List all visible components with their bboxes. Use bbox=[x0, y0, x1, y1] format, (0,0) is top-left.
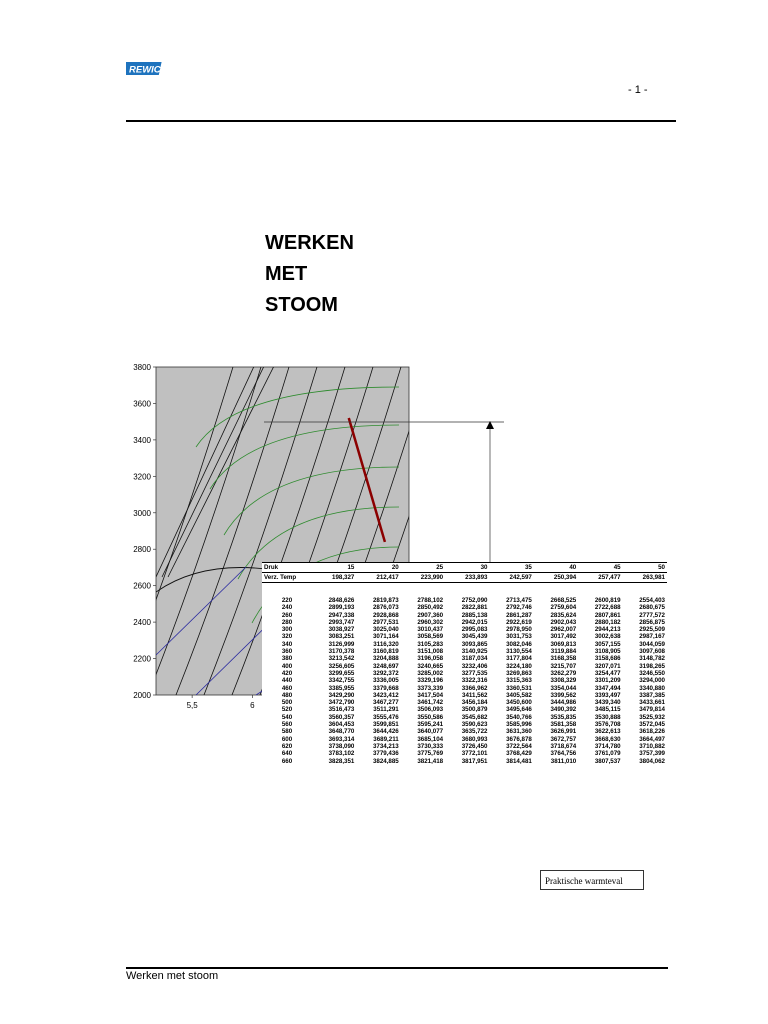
enthalpy-cell: 3804,062 bbox=[639, 757, 665, 765]
enthalpy-cell: 3069,813 bbox=[550, 640, 577, 648]
enthalpy-cell: 3685,104 bbox=[417, 735, 444, 743]
y-tick-label: 2200 bbox=[133, 654, 151, 664]
enthalpy-cell: 3664,497 bbox=[639, 735, 665, 743]
pressure-cell: 30 bbox=[445, 563, 489, 573]
x-tick-label: 6 bbox=[250, 701, 255, 710]
enthalpy-cell: 3269,863 bbox=[506, 669, 532, 677]
table-row bbox=[262, 706, 667, 713]
enthalpy-cell: 2861,287 bbox=[506, 611, 532, 619]
table-row bbox=[262, 612, 667, 619]
enthalpy-cell: 3500,879 bbox=[461, 706, 488, 714]
enthalpy-cell: 3757,399 bbox=[639, 750, 665, 758]
enthalpy-cell: 2788,102 bbox=[417, 597, 444, 604]
y-tick-label: 2400 bbox=[133, 618, 151, 628]
enthalpy-cell: 3764,756 bbox=[550, 750, 577, 758]
enthalpy-cell: 2759,604 bbox=[550, 604, 577, 612]
enthalpy-cell: 3385,955 bbox=[328, 684, 355, 692]
enthalpy-cell: 3676,878 bbox=[506, 735, 532, 743]
enthalpy-cell: 3622,613 bbox=[594, 728, 621, 736]
enthalpy-cell: 3772,101 bbox=[461, 750, 488, 758]
enthalpy-cell: 3148,782 bbox=[639, 655, 665, 663]
enthalpy-cell: 3635,722 bbox=[461, 728, 488, 736]
enthalpy-cell: 3158,686 bbox=[594, 655, 621, 663]
enthalpy-cell: 2777,572 bbox=[639, 611, 665, 619]
temperature-cell: 460 bbox=[281, 684, 293, 692]
table-row bbox=[262, 677, 667, 684]
enthalpy-cell: 2977,531 bbox=[372, 618, 399, 626]
enthalpy-cell: 3017,492 bbox=[550, 633, 577, 641]
enthalpy-cell: 3680,993 bbox=[461, 735, 488, 743]
enthalpy-cell: 3730,333 bbox=[417, 742, 444, 750]
enthalpy-cell: 3294,000 bbox=[639, 677, 665, 685]
enthalpy-cell: 3262,279 bbox=[550, 669, 577, 677]
enthalpy-cell: 3198,265 bbox=[639, 662, 665, 670]
enthalpy-cell: 3710,882 bbox=[639, 742, 665, 750]
enthalpy-cell: 2947,338 bbox=[328, 611, 355, 619]
enthalpy-cell: 3807,537 bbox=[594, 757, 621, 765]
enthalpy-cell: 3315,363 bbox=[506, 677, 532, 685]
enthalpy-cell: 3581,358 bbox=[550, 721, 577, 729]
enthalpy-cell: 3429,290 bbox=[328, 691, 355, 699]
enthalpy-cell: 3126,999 bbox=[328, 640, 355, 648]
steam-table bbox=[262, 562, 667, 765]
enthalpy-cell: 3761,079 bbox=[594, 750, 621, 758]
enthalpy-cell: 3105,283 bbox=[417, 640, 444, 648]
temperature-cell: 420 bbox=[281, 669, 293, 677]
enthalpy-cell: 2987,167 bbox=[639, 633, 665, 641]
table-row bbox=[262, 597, 667, 604]
temperature-cell: 660 bbox=[281, 757, 293, 765]
enthalpy-cell: 3490,392 bbox=[550, 706, 577, 714]
enthalpy-cell: 3479,814 bbox=[639, 706, 665, 714]
enthalpy-cell: 3495,646 bbox=[506, 706, 532, 714]
enthalpy-cell: 3187,034 bbox=[461, 655, 488, 663]
temperature-cell: 360 bbox=[281, 648, 293, 656]
header-label: Druk bbox=[262, 563, 312, 573]
callout-label: Praktische warmteval bbox=[540, 870, 644, 890]
enthalpy-cell: 2856,875 bbox=[639, 618, 665, 626]
enthalpy-cell: 3821,418 bbox=[417, 757, 444, 765]
table-row bbox=[262, 758, 667, 765]
enthalpy-cell: 3576,708 bbox=[594, 721, 621, 729]
table-row bbox=[262, 663, 667, 670]
x-tick-label: 5,5 bbox=[186, 701, 198, 710]
saturation-cell: 257,477 bbox=[578, 573, 622, 583]
enthalpy-cell: 3718,674 bbox=[550, 742, 577, 750]
enthalpy-cell: 3525,932 bbox=[639, 713, 665, 721]
pressure-cell: 40 bbox=[534, 563, 578, 573]
enthalpy-cell: 2962,007 bbox=[550, 626, 577, 634]
pressure-cell: 50 bbox=[623, 563, 667, 573]
table-row bbox=[262, 714, 667, 721]
enthalpy-cell: 3405,582 bbox=[506, 691, 532, 699]
rewic-logo bbox=[126, 60, 166, 77]
enthalpy-cell: 3151,008 bbox=[417, 648, 444, 656]
enthalpy-cell: 3590,623 bbox=[461, 721, 488, 729]
enthalpy-cell: 3108,905 bbox=[594, 648, 621, 656]
enthalpy-cell: 3215,707 bbox=[550, 662, 577, 670]
enthalpy-cell: 3768,429 bbox=[506, 750, 532, 758]
enthalpy-cell: 3322,316 bbox=[461, 677, 488, 685]
table-row bbox=[262, 604, 667, 611]
enthalpy-cell: 3119,884 bbox=[550, 648, 577, 656]
enthalpy-cell: 2978,950 bbox=[506, 626, 532, 634]
table-row bbox=[262, 641, 667, 648]
table-row bbox=[262, 648, 667, 655]
temperature-cell: 260 bbox=[281, 611, 293, 619]
temperature-cell: 620 bbox=[281, 742, 293, 750]
enthalpy-cell: 3450,600 bbox=[506, 699, 532, 707]
temperature-cell: 320 bbox=[281, 633, 293, 641]
enthalpy-cell: 3560,357 bbox=[328, 713, 355, 721]
y-tick-label: 2800 bbox=[133, 545, 151, 555]
enthalpy-cell: 2925,509 bbox=[639, 626, 665, 634]
enthalpy-cell: 2880,182 bbox=[594, 618, 621, 626]
page-number: - 1 - bbox=[628, 84, 648, 96]
table-row bbox=[262, 692, 667, 699]
saturation-label: Verz. Temp bbox=[262, 573, 312, 583]
enthalpy-cell: 3585,996 bbox=[506, 721, 532, 729]
table-row bbox=[262, 699, 667, 706]
enthalpy-cell: 3204,888 bbox=[372, 655, 399, 663]
saturation-cell: 242,597 bbox=[490, 573, 534, 583]
enthalpy-cell: 3010,437 bbox=[417, 626, 444, 634]
table-row bbox=[262, 626, 667, 633]
saturation-cell: 198,327 bbox=[312, 573, 356, 583]
title-line-2: MET bbox=[265, 263, 308, 285]
enthalpy-cell: 3083,251 bbox=[328, 633, 355, 641]
enthalpy-cell: 3336,005 bbox=[372, 677, 399, 685]
enthalpy-cell: 3299,655 bbox=[328, 669, 355, 677]
saturation-row bbox=[262, 573, 667, 583]
table-row bbox=[262, 633, 667, 640]
enthalpy-cell: 3379,668 bbox=[372, 684, 399, 692]
enthalpy-cell: 3347,494 bbox=[594, 684, 621, 692]
enthalpy-cell: 3254,477 bbox=[594, 669, 621, 677]
enthalpy-cell: 3292,372 bbox=[372, 669, 399, 677]
enthalpy-cell: 3045,439 bbox=[461, 633, 488, 641]
enthalpy-cell: 3472,790 bbox=[328, 699, 355, 707]
enthalpy-cell: 3354,044 bbox=[550, 684, 577, 692]
temperature-cell: 500 bbox=[281, 699, 293, 707]
saturation-cell: 263,981 bbox=[623, 573, 667, 583]
enthalpy-cell: 3031,753 bbox=[506, 633, 532, 641]
enthalpy-cell: 3308,329 bbox=[550, 677, 577, 685]
enthalpy-cell: 3604,453 bbox=[328, 721, 355, 729]
temperature-cell: 380 bbox=[281, 655, 293, 663]
logo-text: REWIC bbox=[129, 64, 161, 76]
enthalpy-cell: 3599,851 bbox=[372, 721, 399, 729]
enthalpy-cell: 3535,835 bbox=[550, 713, 577, 721]
enthalpy-cell: 3417,504 bbox=[417, 691, 444, 699]
enthalpy-cell: 3057,155 bbox=[594, 640, 621, 648]
steam-table-panel bbox=[262, 562, 667, 790]
enthalpy-cell: 3340,880 bbox=[639, 684, 665, 692]
enthalpy-cell: 3485,115 bbox=[595, 706, 621, 714]
enthalpy-cell: 3644,426 bbox=[372, 728, 399, 736]
enthalpy-cell: 3511,291 bbox=[373, 706, 399, 714]
enthalpy-cell: 3130,554 bbox=[506, 648, 532, 656]
temperature-cell: 640 bbox=[281, 750, 293, 758]
temperature-cell: 300 bbox=[281, 626, 293, 634]
document-title bbox=[265, 228, 354, 321]
enthalpy-cell: 3555,476 bbox=[372, 713, 399, 721]
enthalpy-cell: 3814,481 bbox=[506, 757, 532, 765]
y-tick-label: 3800 bbox=[133, 363, 151, 372]
temperature-cell: 560 bbox=[281, 721, 293, 729]
enthalpy-cell: 2993,747 bbox=[328, 618, 355, 626]
enthalpy-cell: 3572,045 bbox=[639, 721, 665, 729]
enthalpy-cell: 3246,550 bbox=[639, 669, 665, 677]
y-tick-label: 3600 bbox=[133, 399, 151, 409]
enthalpy-cell: 3240,665 bbox=[417, 662, 444, 670]
enthalpy-cell: 2928,868 bbox=[372, 611, 399, 619]
table-row bbox=[262, 736, 667, 743]
table-row bbox=[262, 619, 667, 626]
y-tick-label: 3000 bbox=[133, 508, 151, 518]
temperature-cell: 220 bbox=[281, 597, 293, 604]
enthalpy-cell: 3811,010 bbox=[550, 757, 577, 765]
y-axis-ticks bbox=[133, 363, 156, 700]
enthalpy-cell: 2668,525 bbox=[550, 597, 577, 604]
enthalpy-cell: 3783,102 bbox=[328, 750, 355, 758]
enthalpy-cell: 3540,766 bbox=[506, 713, 532, 721]
enthalpy-cell: 2822,881 bbox=[461, 604, 488, 612]
enthalpy-cell: 3329,196 bbox=[417, 677, 444, 685]
enthalpy-cell: 3618,226 bbox=[639, 728, 665, 736]
enthalpy-cell: 3817,951 bbox=[461, 757, 488, 765]
enthalpy-cell: 3461,742 bbox=[417, 699, 444, 707]
pressure-cell: 20 bbox=[356, 563, 400, 573]
enthalpy-cell: 3714,780 bbox=[594, 742, 621, 750]
enthalpy-cell: 3775,769 bbox=[417, 750, 444, 758]
enthalpy-cell: 3366,962 bbox=[461, 684, 488, 692]
enthalpy-cell: 3002,638 bbox=[594, 633, 621, 641]
table-row bbox=[262, 728, 667, 735]
table-row bbox=[262, 685, 667, 692]
enthalpy-cell: 2752,090 bbox=[461, 597, 488, 604]
enthalpy-cell: 2899,193 bbox=[328, 604, 355, 612]
enthalpy-cell: 3248,697 bbox=[372, 662, 399, 670]
enthalpy-cell: 3595,241 bbox=[417, 721, 444, 729]
enthalpy-cell: 3648,770 bbox=[328, 728, 355, 736]
enthalpy-cell: 3168,358 bbox=[550, 655, 577, 663]
enthalpy-cell: 3530,888 bbox=[594, 713, 621, 721]
temperature-cell: 400 bbox=[281, 662, 293, 670]
enthalpy-cell: 3213,542 bbox=[328, 655, 355, 663]
pressure-cell: 25 bbox=[401, 563, 445, 573]
enthalpy-cell: 2944,213 bbox=[594, 626, 621, 634]
enthalpy-cell: 3232,406 bbox=[461, 662, 488, 670]
saturation-cell: 233,893 bbox=[445, 573, 489, 583]
spacer-row bbox=[262, 583, 667, 598]
enthalpy-cell: 3626,991 bbox=[550, 728, 577, 736]
enthalpy-cell: 2848,626 bbox=[328, 597, 355, 604]
enthalpy-cell: 3393,497 bbox=[594, 691, 621, 699]
enthalpy-cell: 3093,865 bbox=[461, 640, 488, 648]
enthalpy-cell: 3071,164 bbox=[372, 633, 399, 641]
table-row bbox=[262, 750, 667, 757]
enthalpy-cell: 2960,302 bbox=[417, 618, 444, 626]
enthalpy-cell: 3196,058 bbox=[417, 655, 444, 663]
enthalpy-cell: 3689,211 bbox=[373, 735, 399, 743]
enthalpy-cell: 3828,351 bbox=[328, 757, 355, 765]
enthalpy-cell: 2876,073 bbox=[372, 604, 399, 612]
table-row bbox=[262, 655, 667, 662]
enthalpy-cell: 3044,059 bbox=[639, 640, 665, 648]
enthalpy-cell: 3256,605 bbox=[328, 662, 355, 670]
temperature-cell: 340 bbox=[281, 640, 293, 648]
enthalpy-cell: 3433,661 bbox=[639, 699, 665, 707]
enthalpy-cell: 3506,093 bbox=[417, 706, 444, 714]
pressure-cell: 15 bbox=[312, 563, 356, 573]
temperature-cell: 240 bbox=[281, 604, 293, 612]
y-tick-label: 3200 bbox=[133, 472, 151, 482]
temperature-cell: 600 bbox=[281, 735, 293, 743]
enthalpy-cell: 3738,090 bbox=[328, 742, 355, 750]
enthalpy-cell: 3082,046 bbox=[506, 640, 532, 648]
enthalpy-cell: 3726,450 bbox=[461, 742, 488, 750]
enthalpy-cell: 2850,492 bbox=[417, 604, 444, 612]
enthalpy-cell: 2995,083 bbox=[461, 626, 488, 634]
footer-rule bbox=[126, 967, 668, 969]
enthalpy-cell: 2722,688 bbox=[594, 604, 621, 612]
temperature-cell: 580 bbox=[281, 728, 293, 736]
pressure-cell: 35 bbox=[490, 563, 534, 573]
enthalpy-cell: 3038,927 bbox=[328, 626, 355, 634]
enthalpy-cell: 3224,180 bbox=[506, 662, 532, 670]
enthalpy-cell: 3301,209 bbox=[594, 677, 621, 685]
y-tick-label: 2600 bbox=[133, 581, 151, 591]
enthalpy-cell: 3640,077 bbox=[417, 728, 444, 736]
enthalpy-cell: 3456,184 bbox=[461, 699, 488, 707]
table-row bbox=[262, 743, 667, 750]
enthalpy-cell: 2835,624 bbox=[550, 611, 577, 619]
enthalpy-cell: 2554,403 bbox=[639, 597, 665, 604]
enthalpy-cell: 2902,043 bbox=[550, 618, 577, 626]
enthalpy-cell: 2792,746 bbox=[506, 604, 532, 612]
enthalpy-cell: 3360,531 bbox=[506, 684, 532, 692]
enthalpy-cell: 2907,360 bbox=[417, 611, 444, 619]
enthalpy-cell: 3170,378 bbox=[328, 648, 355, 656]
header-rule bbox=[126, 120, 676, 122]
enthalpy-cell: 3672,757 bbox=[550, 735, 577, 743]
enthalpy-cell: 2819,873 bbox=[372, 597, 399, 604]
enthalpy-cell: 3399,562 bbox=[550, 691, 577, 699]
temperature-cell: 280 bbox=[281, 618, 293, 626]
enthalpy-cell: 3058,569 bbox=[417, 633, 444, 641]
enthalpy-cell: 3516,473 bbox=[328, 706, 355, 714]
y-tick-label: 2000 bbox=[133, 691, 151, 700]
enthalpy-cell: 3722,564 bbox=[506, 742, 532, 750]
enthalpy-cell: 2680,675 bbox=[639, 604, 665, 612]
enthalpy-cell: 3423,412 bbox=[372, 691, 399, 699]
enthalpy-cell: 3285,002 bbox=[417, 669, 444, 677]
enthalpy-cell: 3467,277 bbox=[372, 699, 399, 707]
saturation-cell: 223,990 bbox=[401, 573, 445, 583]
table-header-row bbox=[262, 563, 667, 573]
enthalpy-cell: 3439,340 bbox=[594, 699, 621, 707]
enthalpy-cell: 3207,071 bbox=[594, 662, 621, 670]
enthalpy-cell: 3779,436 bbox=[372, 750, 399, 758]
enthalpy-cell: 3097,608 bbox=[639, 648, 665, 656]
temperature-cell: 480 bbox=[281, 691, 293, 699]
temperature-cell: 440 bbox=[281, 677, 293, 685]
enthalpy-cell: 3631,360 bbox=[506, 728, 532, 736]
enthalpy-cell: 2713,475 bbox=[506, 597, 532, 604]
enthalpy-cell: 3342,755 bbox=[328, 677, 355, 685]
enthalpy-cell: 3668,630 bbox=[594, 735, 621, 743]
enthalpy-cell: 2922,619 bbox=[506, 618, 532, 626]
enthalpy-cell: 2885,138 bbox=[461, 611, 488, 619]
table-row bbox=[262, 670, 667, 677]
enthalpy-cell: 3693,314 bbox=[328, 735, 355, 743]
pressure-cell: 45 bbox=[578, 563, 622, 573]
temperature-cell: 520 bbox=[281, 706, 293, 714]
enthalpy-cell: 3140,925 bbox=[461, 648, 488, 656]
enthalpy-cell: 3824,885 bbox=[372, 757, 399, 765]
enthalpy-cell: 3160,819 bbox=[372, 648, 399, 656]
enthalpy-cell: 3277,535 bbox=[461, 669, 488, 677]
enthalpy-cell: 3116,320 bbox=[373, 640, 399, 648]
saturation-cell: 250,394 bbox=[534, 573, 578, 583]
enthalpy-cell: 2807,861 bbox=[594, 611, 621, 619]
saturation-cell: 212,417 bbox=[356, 573, 400, 583]
enthalpy-cell: 3177,804 bbox=[506, 655, 532, 663]
enthalpy-cell: 3373,339 bbox=[417, 684, 444, 692]
enthalpy-cell: 3411,562 bbox=[462, 691, 488, 699]
enthalpy-cell: 2942,015 bbox=[461, 618, 488, 626]
table-row bbox=[262, 721, 667, 728]
title-line-1: WERKEN bbox=[265, 232, 354, 254]
enthalpy-cell: 3387,385 bbox=[639, 691, 665, 699]
footer-text: Werken met stoom bbox=[126, 970, 219, 982]
enthalpy-cell: 3025,040 bbox=[372, 626, 399, 634]
enthalpy-cell: 3550,586 bbox=[417, 713, 444, 721]
temperature-cell: 540 bbox=[281, 713, 293, 721]
enthalpy-cell: 3734,213 bbox=[372, 742, 399, 750]
title-line-3: STOOM bbox=[265, 294, 338, 316]
enthalpy-cell: 3444,986 bbox=[550, 699, 577, 707]
enthalpy-cell: 2600,819 bbox=[594, 597, 621, 604]
enthalpy-cell: 3545,682 bbox=[461, 713, 488, 721]
y-tick-label: 3400 bbox=[133, 435, 151, 445]
